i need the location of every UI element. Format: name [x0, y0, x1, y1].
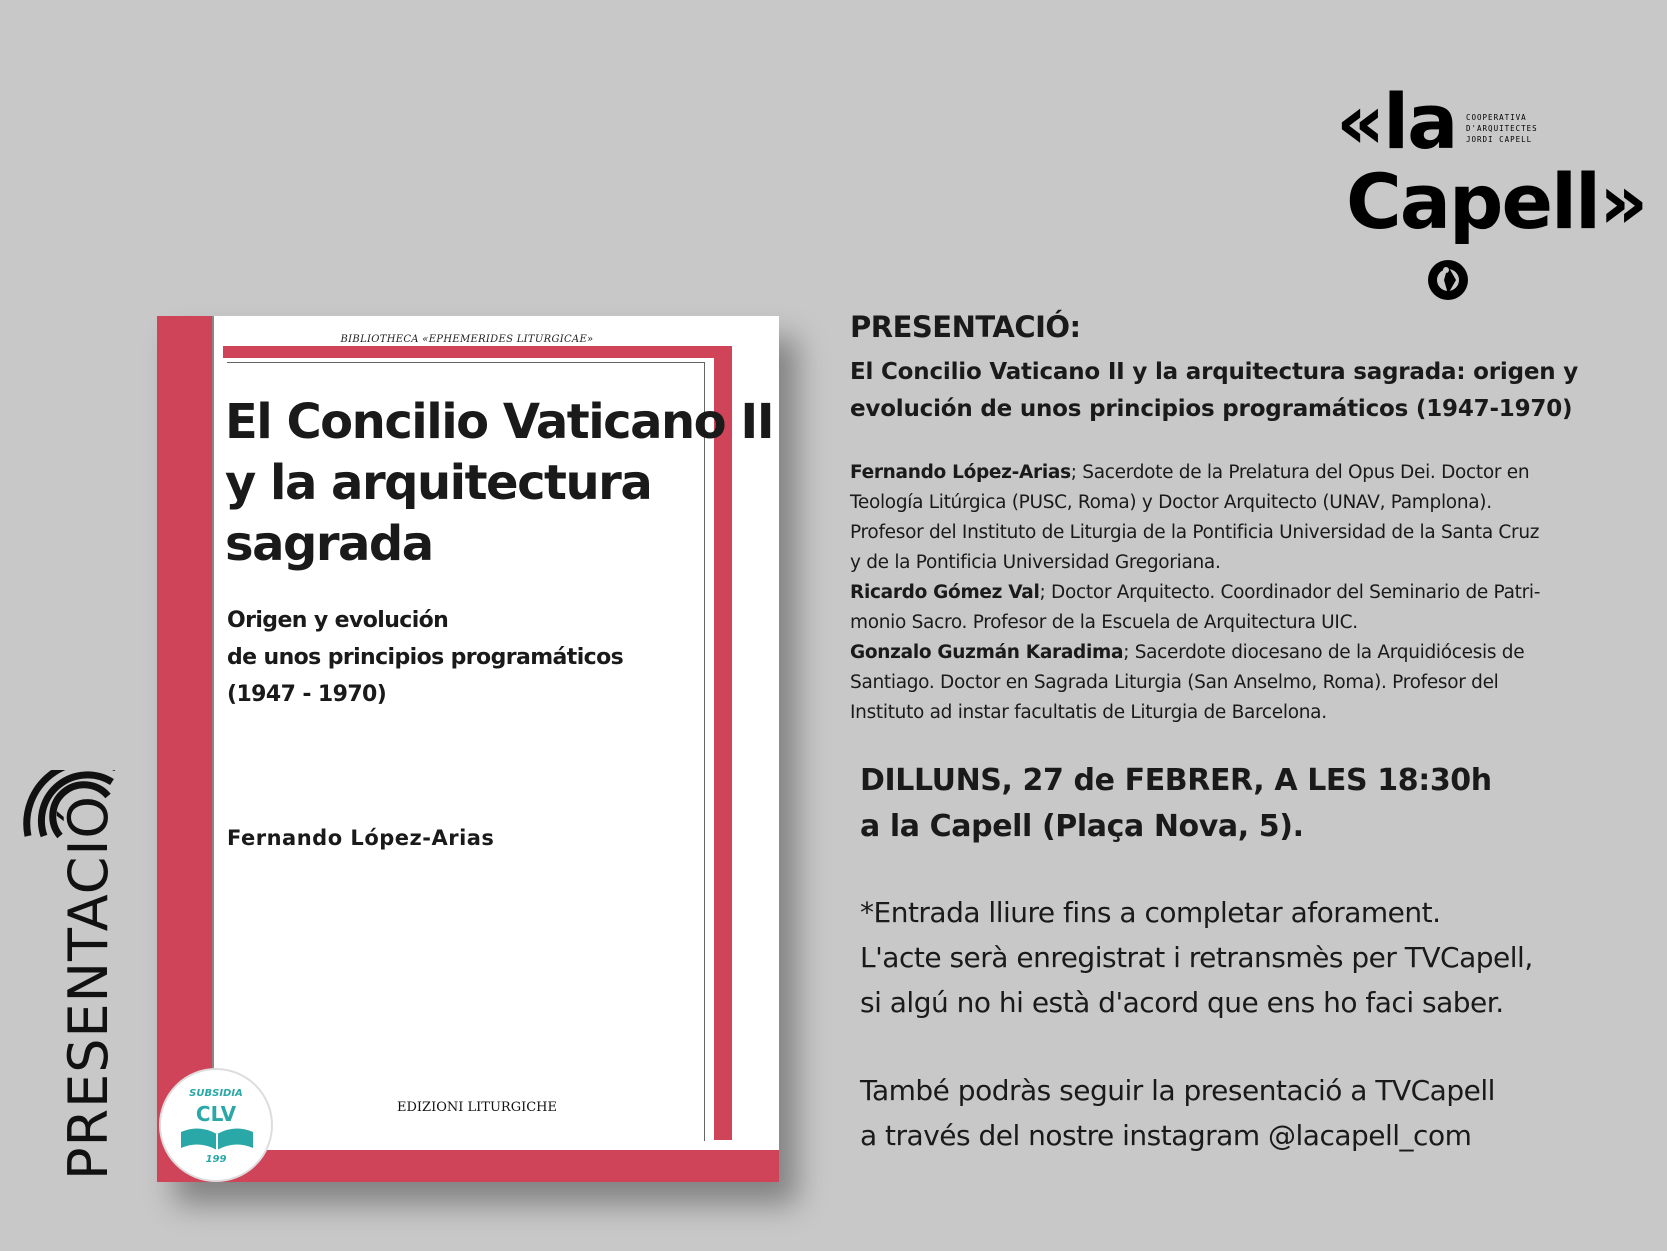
follow-info	[860, 1068, 1640, 1158]
badge-subsidia: SUBSIDIA	[189, 1088, 243, 1099]
note-line: L'acte serà enregistrat i retransmès per TVCapell,	[860, 941, 1533, 974]
book-title	[225, 392, 774, 575]
book-title-line: sagrada	[225, 516, 433, 572]
badge-clv: CLV	[195, 1102, 237, 1126]
logo-subtitle-line: JORDI CAPELL	[1466, 135, 1533, 144]
la-capell-logo	[1336, 77, 1647, 304]
badge-number: 199	[205, 1154, 227, 1165]
book-subtitle-line: de unos principios programáticos	[227, 645, 624, 670]
logo-subtitle-line: COOPERATIVA	[1466, 113, 1527, 122]
bio-line: Profesor del Instituto de Liturgia de la Pontificia Universidad de la Santa Cruz	[850, 522, 1540, 543]
cover-left-stripe	[157, 316, 212, 1182]
follow-line: a través del nostre instagram @lacapell_com	[860, 1119, 1472, 1152]
bio-line: Instituto ad instar facultatis de Liturgia de Barcelona.	[850, 702, 1327, 723]
event-location: a la Capell (Plaça Nova, 5).	[860, 809, 1304, 844]
bio-text: ; Doctor Arquitecto. Coordinador del Seminario de Patri-	[1039, 582, 1541, 603]
book-subtitle-line: (1947 - 1970)	[227, 682, 387, 707]
speaker-name: Fernando López-Arias	[850, 462, 1071, 483]
cover-top-stripe	[223, 346, 732, 358]
bio-line	[850, 578, 1630, 608]
book-cover	[157, 316, 779, 1182]
book-series: BIBLIOTHECA «EPHEMERIDES LITURGICAE»	[340, 334, 594, 345]
speaker-name: Gonzalo Guzmán Karadima	[850, 642, 1124, 663]
logo-emblem-icon	[1426, 258, 1470, 302]
open-book-icon	[179, 1124, 255, 1152]
bio-line: Teología Litúrgica (PUSC, Roma) y Doctor Arquitecto (UNAV, Pamplona).	[850, 492, 1492, 513]
bio-line: Santiago. Doctor en Sagrada Liturgia (San Anselmo, Roma). Profesor del	[850, 672, 1499, 693]
logo-subtitle	[1466, 112, 1538, 145]
side-presentacio-label: PRESENTACIÓ	[57, 795, 120, 1180]
bio-text: ; Sacerdote diocesano de la Arquidiócesis de	[1123, 642, 1525, 663]
subject-line: El Concilio Vaticano II y la arquitectura sagrada: origen y	[850, 359, 1579, 385]
book-title-line: El Concilio Vaticano II	[225, 394, 774, 450]
event-notes	[860, 890, 1640, 1025]
bio-line: monio Sacro. Profesor de la Escuela de Arquitectura UIC.	[850, 612, 1358, 633]
event-details	[860, 758, 1620, 850]
cover-divider	[212, 316, 214, 1150]
clv-badge	[159, 1068, 273, 1182]
logo-la-text: «la	[1336, 77, 1457, 166]
bio-line	[850, 458, 1630, 488]
book-author: Fernando López-Arias	[227, 826, 495, 850]
speaker-name: Ricardo Gómez Val	[850, 582, 1040, 603]
speaker-bios	[850, 458, 1630, 728]
book-publisher: EDIZIONI LITURGICHE	[397, 1100, 557, 1115]
note-line: *Entrada lliure fins a completar aforament.	[860, 896, 1441, 929]
bio-line: y de la Pontificia Universidad Gregoriana.	[850, 552, 1221, 573]
book-subtitle	[227, 602, 707, 713]
logo-subtitle-line: D'ARQUITECTES	[1466, 124, 1538, 133]
follow-line: També podràs seguir la presentació a TVCapell	[860, 1074, 1495, 1107]
bio-line	[850, 638, 1630, 668]
book-title-line: y la arquitectura	[225, 455, 652, 511]
event-date: DILLUNS, 27 de FEBRER, A LES 18:30h	[860, 763, 1492, 798]
presentation-heading: PRESENTACIÓ:	[850, 310, 1081, 344]
subject-line: evolución de unos principios programáticos (1947-1970)	[850, 396, 1573, 422]
bio-text: ; Sacerdote de la Prelatura del Opus Dei. Doctor en	[1070, 462, 1530, 483]
note-line: si algú no hi està d'acord que ens ho faci saber.	[860, 986, 1504, 1019]
presentation-subject	[850, 354, 1630, 428]
book-subtitle-line: Origen y evolución	[227, 608, 449, 633]
logo-capell-text: Capell»	[1346, 157, 1647, 246]
